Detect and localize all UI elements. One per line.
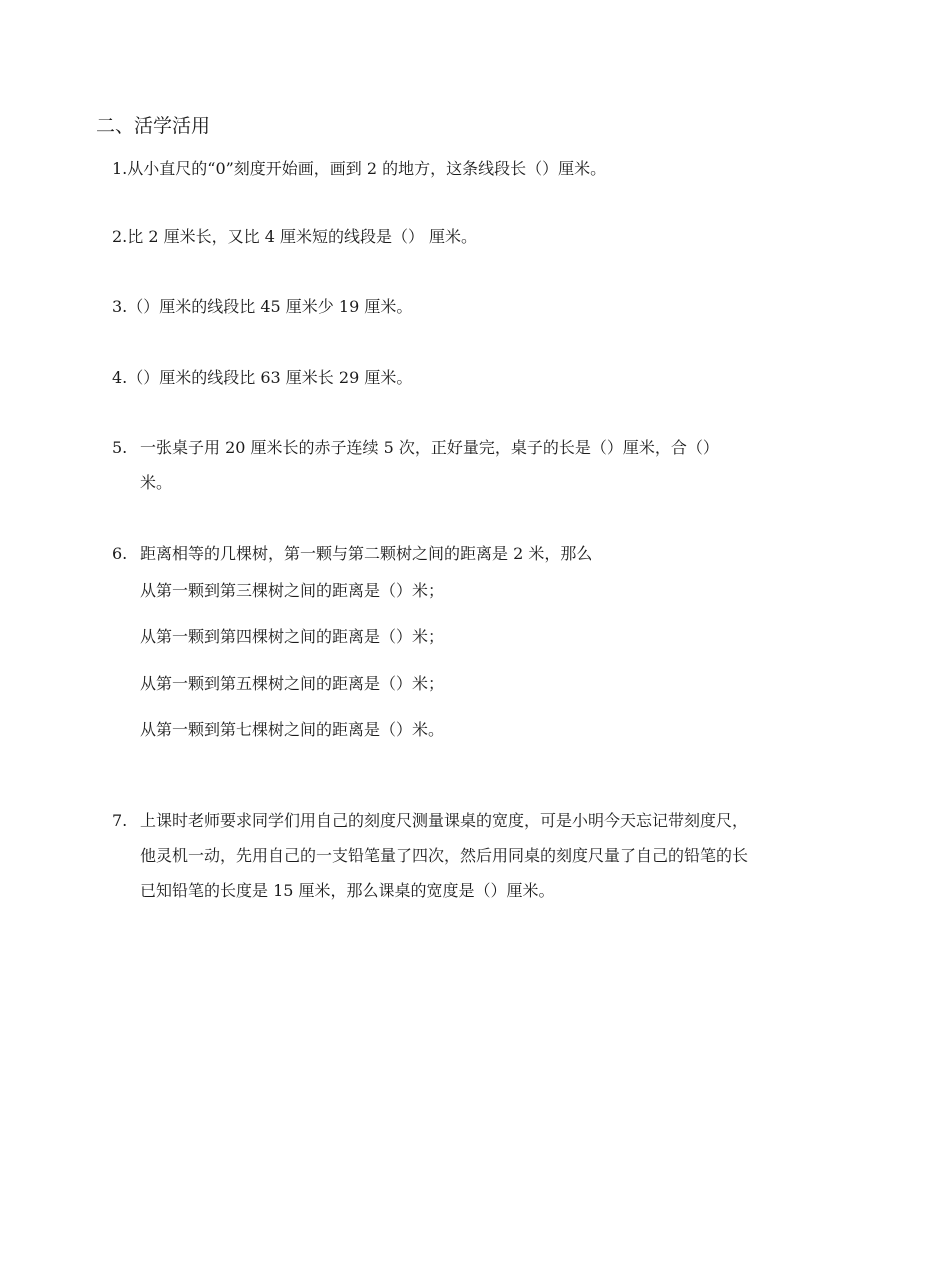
question-4: 4.（）厘米的线段比 63 厘米长 29 厘米。 [112, 368, 413, 387]
section-title: 二、活学活用 [96, 115, 211, 137]
question-7-number: 7. [112, 811, 128, 830]
question-5-number: 5. [112, 438, 128, 457]
question-7-line-2: 他灵机一动，先用自己的一支铅笔量了四次，然后用同桌的刻度尺量了自己的铅笔的长 [140, 846, 749, 865]
question-6-line-4: 从第一颗到第五棵树之间的距离是（）米； [140, 674, 445, 693]
question-6-line-3: 从第一颗到第四棵树之间的距离是（）米； [140, 627, 445, 646]
question-6-line-5: 从第一颗到第七棵树之间的距离是（）米。 [140, 720, 445, 739]
question-5-line-2: 米。 [140, 473, 173, 492]
question-7-line-3: 已知铅笔的长度是 15 厘米，那么课桌的宽度是（）厘米。 [140, 881, 555, 900]
question-6-line-1: 距离相等的几棵树，第一颗与第二颗树之间的距离是 2 米，那么 [140, 544, 593, 563]
question-3: 3.（）厘米的线段比 45 厘米少 19 厘米。 [112, 297, 413, 316]
question-2: 2.比 2 厘米长，又比 4 厘米短的线段是（） 厘米。 [112, 227, 478, 246]
question-1: 1.从小直尺的“0”刻度开始画，画到 2 的地方，这条线段长（）厘米。 [112, 159, 607, 178]
question-6-line-2: 从第一颗到第三棵树之间的距离是（）米； [140, 581, 445, 600]
question-7-line-1: 上课时老师要求同学们用自己的刻度尺测量课桌的宽度，可是小明今天忘记带刻度尺， [140, 811, 749, 830]
question-6-number: 6. [112, 544, 128, 563]
question-5-line-1: 一张桌子用 20 厘米长的赤子连续 5 次，正好量完，桌子的长是（）厘米，合（） [140, 438, 719, 457]
